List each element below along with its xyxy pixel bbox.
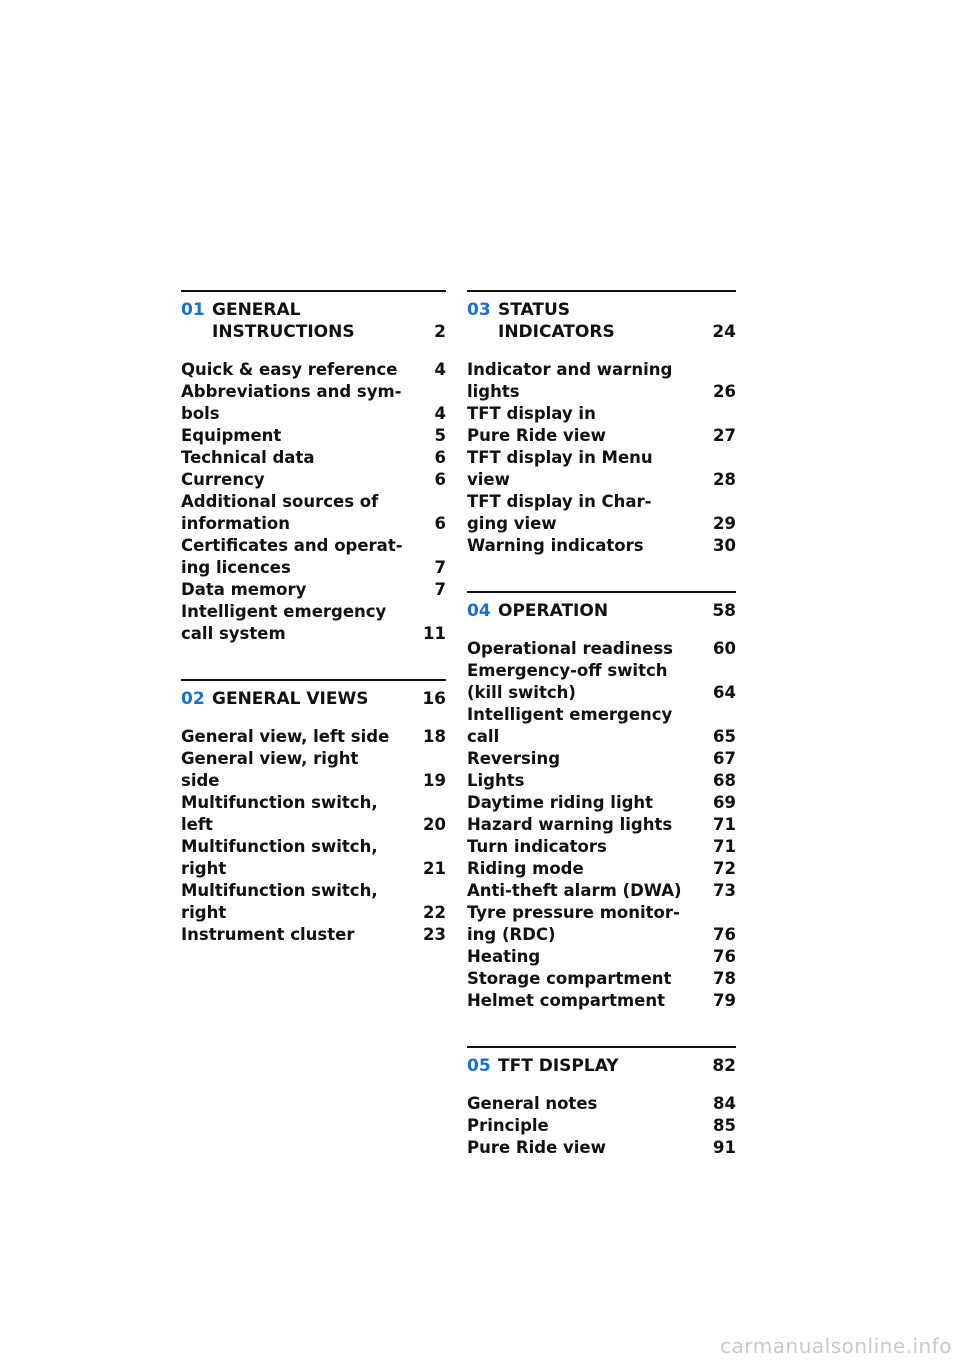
toc-entry-title <box>467 968 702 990</box>
toc-entry-title <box>181 924 412 946</box>
section-title <box>498 1055 702 1077</box>
toc-entry[interactable] <box>181 748 446 792</box>
toc-entry-title <box>467 1093 702 1115</box>
toc-entry-page: 68 <box>713 771 736 790</box>
section-heading[interactable] <box>181 679 446 710</box>
section-heading[interactable] <box>467 591 736 622</box>
toc-entry-page: 65 <box>713 727 736 746</box>
section-title-line: STATUS <box>498 300 571 320</box>
toc-entry-page: 64 <box>713 683 736 702</box>
toc-entry[interactable] <box>467 880 736 902</box>
section-title-line: INSTRUCTIONS <box>212 322 355 342</box>
section-title <box>498 600 702 622</box>
toc-entry-title <box>467 880 702 902</box>
toc-entry-page: 4 <box>434 360 446 379</box>
toc-entry[interactable] <box>467 836 736 858</box>
toc-entry[interactable] <box>181 880 446 924</box>
toc-entry-page: 22 <box>423 903 446 922</box>
toc-entry-page: 27 <box>713 426 736 445</box>
toc-entry-page: 72 <box>713 859 736 878</box>
section-title <box>498 299 702 343</box>
toc-entry-line: Technical data <box>181 448 315 467</box>
toc-entry[interactable] <box>181 535 446 579</box>
section-title-line: TFT DISPLAY <box>498 1056 619 1076</box>
toc-entry-page: 4 <box>434 404 446 423</box>
toc-entry[interactable] <box>181 836 446 880</box>
toc-entry-page: 6 <box>434 448 446 467</box>
toc-entry-line: Certificates and operat- <box>181 536 403 555</box>
toc-entry[interactable] <box>181 491 446 535</box>
toc-entry-title <box>467 491 702 535</box>
toc-entry-line: Turn indicators <box>467 837 607 856</box>
toc-entry-line: Lights <box>467 771 525 790</box>
toc-entry-line: Daytime riding light <box>467 793 654 812</box>
toc-entry-title <box>467 990 702 1012</box>
section-number: 04 <box>467 601 491 621</box>
toc-entry-line: TFT display in Menu <box>467 448 653 467</box>
toc-entry-line: Multifunction switch, <box>181 881 378 900</box>
toc-entry-title <box>467 1137 702 1159</box>
toc-entry[interactable] <box>467 638 736 660</box>
toc-entry-line: right <box>181 859 227 878</box>
section-title-line: GENERAL <box>212 300 301 320</box>
toc-entry[interactable] <box>467 491 736 535</box>
toc-entry-title <box>467 403 702 447</box>
section-title <box>212 299 412 343</box>
toc-entry-page: 71 <box>713 837 736 856</box>
toc-entry[interactable] <box>181 601 446 645</box>
section-number: 03 <box>467 300 491 320</box>
toc-entry-line: Additional sources of <box>181 492 379 511</box>
toc-entry[interactable] <box>467 1093 736 1115</box>
toc-entry-page: 84 <box>713 1094 736 1113</box>
toc-entry-title <box>181 579 412 601</box>
toc-entry-line: General view, right <box>181 749 359 768</box>
section-page-number: 2 <box>434 322 446 342</box>
toc-entry-line: Helmet compartment <box>467 991 665 1010</box>
toc-entry-line: Intelligent emergency <box>467 705 673 724</box>
toc-entry-title <box>467 1115 702 1137</box>
section-number: 01 <box>181 300 205 320</box>
toc-entry-title <box>467 748 702 770</box>
toc-entry-line: ing (RDC) <box>467 925 556 944</box>
toc-entry-page: 21 <box>423 859 446 878</box>
toc-entry-line: information <box>181 514 291 533</box>
toc-entry-page: 5 <box>434 426 446 445</box>
section-title-line: OPERATION <box>498 601 609 621</box>
toc-section-03 <box>467 290 736 557</box>
toc-entry[interactable] <box>467 535 736 557</box>
toc-entry-line: Currency <box>181 470 265 489</box>
toc-entry-title <box>467 770 702 792</box>
toc-entry[interactable] <box>467 1115 736 1137</box>
section-page-number: 58 <box>712 601 736 621</box>
toc-section-04 <box>467 591 736 1012</box>
toc-entry-page: 28 <box>713 470 736 489</box>
toc-entry-page: 91 <box>713 1138 736 1157</box>
toc-entry-line: Instrument cluster <box>181 925 355 944</box>
toc-entry-page: 18 <box>423 727 446 746</box>
toc-entry-line: ing licences <box>181 558 291 577</box>
section-page-number: 24 <box>712 322 736 342</box>
toc-column-left <box>181 290 446 980</box>
toc-entry-page: 71 <box>713 815 736 834</box>
toc-entry-line: view <box>467 470 510 489</box>
toc-entry[interactable] <box>181 726 446 748</box>
toc-entry-page: 73 <box>713 881 736 900</box>
toc-entry-page: 78 <box>713 969 736 988</box>
section-page-number: 82 <box>712 1056 736 1076</box>
toc-entry-line: Emergency-off switch <box>467 661 668 680</box>
toc-entry-line: Multifunction switch, <box>181 793 378 812</box>
toc-entry-line: call system <box>181 624 286 643</box>
toc-entry-page: 30 <box>713 536 736 555</box>
toc-entry-title <box>467 792 702 814</box>
section-number: 02 <box>181 689 205 709</box>
toc-entry-line: bols <box>181 404 220 423</box>
toc-entry-page: 20 <box>423 815 446 834</box>
toc-entry-page: 6 <box>434 470 446 489</box>
toc-column-right <box>467 290 736 1193</box>
toc-entry-title <box>467 836 702 858</box>
toc-entry-line: Intelligent emergency <box>181 602 387 621</box>
toc-entry-page: 11 <box>423 624 446 643</box>
toc-entry-title <box>181 359 412 381</box>
toc-entry-title <box>467 858 702 880</box>
toc-entry[interactable] <box>181 924 446 946</box>
toc-entry[interactable] <box>181 792 446 836</box>
toc-entry-title <box>467 814 702 836</box>
section-page-number: 16 <box>422 689 446 709</box>
section-title-line: GENERAL VIEWS <box>212 689 369 709</box>
section-title-line: INDICATORS <box>498 322 615 342</box>
toc-entry-page: 6 <box>434 514 446 533</box>
toc-entry-title <box>181 491 412 535</box>
toc-entry-line: General notes <box>467 1094 598 1113</box>
toc-entry[interactable] <box>467 1137 736 1159</box>
toc-entry-title <box>181 381 412 425</box>
toc-entry-title <box>181 469 412 491</box>
toc-entry-title <box>181 880 412 924</box>
toc-section-01 <box>181 290 446 645</box>
toc-entry-page: 26 <box>713 382 736 401</box>
toc-entry-line: lights <box>467 382 520 401</box>
toc-entry-title <box>181 792 412 836</box>
toc-entry-line: Pure Ride view <box>467 1138 606 1157</box>
toc-entry[interactable] <box>181 381 446 425</box>
toc-entry-line: TFT display in Char- <box>467 492 652 511</box>
toc-section-02 <box>181 679 446 946</box>
toc-entry-line: Anti-theft alarm (DWA) <box>467 881 682 900</box>
toc-entry[interactable] <box>467 660 736 704</box>
toc-entry-line: call <box>467 727 500 746</box>
toc-entry-title <box>181 726 412 748</box>
toc-entry-line: Equipment <box>181 426 282 445</box>
toc-entry-line: Heating <box>467 947 541 966</box>
toc-entry[interactable] <box>467 946 736 968</box>
toc-entry[interactable] <box>181 579 446 601</box>
toc-entry-page: 60 <box>713 639 736 658</box>
toc-entry-title <box>467 946 702 968</box>
toc-entry[interactable] <box>467 403 736 447</box>
toc-entry-title <box>181 535 412 579</box>
toc-entry[interactable] <box>467 447 736 491</box>
toc-entry-title <box>181 425 412 447</box>
toc-entry-page: 7 <box>434 580 446 599</box>
toc-entry-title <box>181 601 412 645</box>
toc-entry[interactable] <box>181 425 446 447</box>
toc-entry[interactable] <box>467 968 736 990</box>
toc-entry-page: 76 <box>713 947 736 966</box>
toc-entry[interactable] <box>467 748 736 770</box>
toc-entry-page: 29 <box>713 514 736 533</box>
toc-entry-title <box>467 359 702 403</box>
toc-entry[interactable] <box>467 359 736 403</box>
toc-entry-line: Multifunction switch, <box>181 837 378 856</box>
toc-entry-page: 69 <box>713 793 736 812</box>
toc-entry-line: ging view <box>467 514 557 533</box>
toc-entry-title <box>467 660 702 704</box>
section-title <box>212 688 412 710</box>
toc-entry-title <box>467 638 702 660</box>
section-heading[interactable] <box>467 290 736 343</box>
toc-entry-line: General view, left side <box>181 727 390 746</box>
toc-entry-title <box>467 704 702 748</box>
toc-entry-page: 67 <box>713 749 736 768</box>
toc-entry-title <box>181 447 412 469</box>
toc-entry-line: TFT display in <box>467 404 596 423</box>
toc-entry-line: Operational readiness <box>467 639 673 658</box>
toc-entry[interactable] <box>181 447 446 469</box>
section-heading[interactable] <box>467 1046 736 1077</box>
toc-entry[interactable] <box>181 469 446 491</box>
toc-entry-line: Hazard warning lights <box>467 815 673 834</box>
toc-entry[interactable] <box>467 792 736 814</box>
section-heading[interactable] <box>181 290 446 343</box>
watermark: carmanualsonline.info <box>720 1334 952 1358</box>
toc-entry-line: Tyre pressure monitor- <box>467 903 680 922</box>
section-number: 05 <box>467 1056 491 1076</box>
toc-entry-page: 7 <box>434 558 446 577</box>
toc-entry-page: 79 <box>713 991 736 1010</box>
toc-entry[interactable] <box>467 814 736 836</box>
toc-entry-line: Storage compartment <box>467 969 672 988</box>
toc-entry-page: 23 <box>423 925 446 944</box>
toc-entry-line: Pure Ride view <box>467 426 606 445</box>
toc-entry-line: (kill switch) <box>467 683 576 702</box>
toc-entry-line: Reversing <box>467 749 561 768</box>
toc-entry[interactable] <box>467 990 736 1012</box>
toc-entry[interactable] <box>467 770 736 792</box>
toc-entry-line: Principle <box>467 1116 549 1135</box>
toc-entry[interactable] <box>181 359 446 381</box>
toc-entry-line: Quick & easy reference <box>181 360 398 379</box>
toc-entry-line: Warning indicators <box>467 536 644 555</box>
toc-entry-page: 85 <box>713 1116 736 1135</box>
toc-entry[interactable] <box>467 902 736 946</box>
toc-entry[interactable] <box>467 704 736 748</box>
toc-entry-line: left <box>181 815 213 834</box>
toc-section-05 <box>467 1046 736 1159</box>
toc-entry-line: Indicator and warning <box>467 360 673 379</box>
toc-entry-title <box>181 748 412 792</box>
toc-entry-line: Riding mode <box>467 859 584 878</box>
toc-entry-line: side <box>181 771 220 790</box>
toc-entry-page: 76 <box>713 925 736 944</box>
toc-entry-page: 19 <box>423 771 446 790</box>
toc-entry-title <box>467 902 702 946</box>
toc-entry-line: Data memory <box>181 580 307 599</box>
toc-entry-line: right <box>181 903 227 922</box>
toc-entry[interactable] <box>467 858 736 880</box>
toc-entry-title <box>467 535 702 557</box>
toc-entry-title <box>467 447 702 491</box>
toc-entry-title <box>181 836 412 880</box>
toc-entry-line: Abbreviations and sym- <box>181 382 402 401</box>
